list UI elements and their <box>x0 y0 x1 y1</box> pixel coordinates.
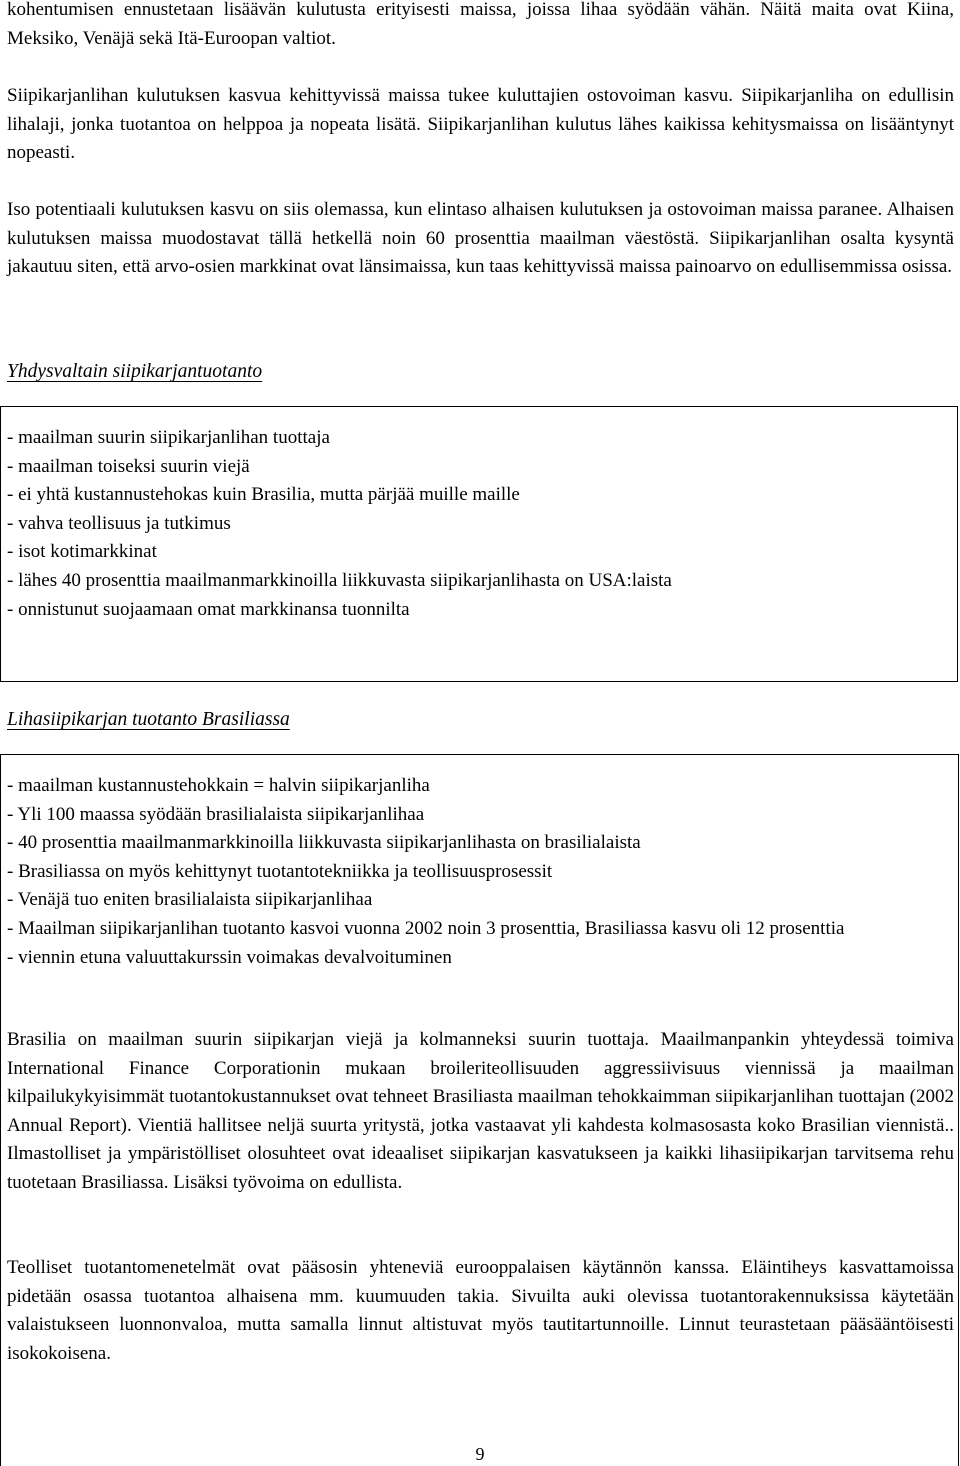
usa-facts-list <box>7 424 955 624</box>
section-heading-brazil: Lihasiipikarjan tuotanto Brasiliassa <box>7 709 290 730</box>
list-item: - Brasiliassa on myös kehittynyt tuotantotekniikka ja teollisuusprosessit <box>7 860 553 882</box>
body-paragraph: Iso potentiaali kulutuksen kasvu on siis olemassa, kun elintaso alhaisen kulutuksen ja ostovoiman maissa paranee. Alhaisen kulutuksen maissa muodostavat tällä hetkellä noin 60 prosenttia maailman väestöstä. Siipikarjanlihan osalta kysyntä jakautuu siten, että arvo-osien markkinat ovat länsimaissa, kun taas kehittyvissä maissa painoarvo on edullisemmissa osissa. <box>7 199 954 278</box>
body-paragraph: Teolliset tuotantomenetelmät ovat pääsosin yhteneviä eurooppalaisen käytännön kanssa. Eläintiheys kasvattamoissa pidetään osassa tuotantoa alhaisena mm. kuumuuden takia. Sivuilta auki olevissa tuotantorakennuksissa käytetään valaistukseen luonnonvaloa, mutta samalla linnut altistuvat myös tautitartunnoille. Linnut teurastetaan pääsääntöisesti isokokoisena. <box>7 1257 954 1364</box>
body-paragraph: Siipikarjanlihan kulutuksen kasvua kehittyvissä maissa tukee kuluttajien ostovoiman kasvu. Siipikarjanliha on edullisin lihalaji, jonka tuotantoa on helppoa ja nopeata lisätä. Siipikarjanlihan kulutus lähes kaikissa kehitysmaissa on lisääntynyt nopeasti. <box>7 85 954 164</box>
list-item: - 40 prosenttia maailmanmarkkinoilla liikkuvasta siipikarjanlihasta on brasilialaista <box>7 832 641 854</box>
body-paragraph: Brasilia on maailman suurin siipikarjan viejä ja kolmanneksi suurin tuottaja. Maailmanpankin yhteydessä toimiva International Finance Corporationin mukaan broileriteollisuuden aggressiivisuus viennissä ja maailman kilpailukykyisimmät tuotantokustannukset ovat tehneet Brasiliasta maailman tehokkaimman siipikarjanlihan tuottajan (2002 Annual Report). Vientiä hallitsee neljä suurta yritystä, jotka vastaavat yli kahdesta kolmasosasta koko Brasilian viennistä.. Ilmastolliset ja ympäristölliset olosuhteet ovat ideaaliset siipikarjan kasvatukseen ja kaikki lihasiipikarjan tarvitsema rehu tuotetaan Brasiliassa. Lisäksi työvoima on edullista. <box>7 1029 954 1193</box>
brazil-box-top-border <box>0 754 958 755</box>
list-item: - viennin etuna valuuttakurssin voimakas devalvoituminen <box>7 946 452 968</box>
list-item: - onnistunut suojaamaan omat markkinansa tuonnilta <box>7 598 410 620</box>
list-item: - isot kotimarkkinat <box>7 541 157 563</box>
brazil-facts-list <box>7 772 955 972</box>
list-item: - maailman kustannustehokkain = halvin siipikarjanliha <box>7 775 430 796</box>
page-number: 9 <box>475 1444 485 1464</box>
list-item: - Maailman siipikarjanlihan tuotanto kasvoi vuonna 2002 noin 3 prosenttia, Brasiliassa kasvu oli 12 prosenttia <box>7 917 845 939</box>
list-item: - lähes 40 prosenttia maailmanmarkkinoilla liikkuvasta siipikarjanlihasta on USA:laista <box>7 569 672 591</box>
list-item: - Venäjä tuo eniten brasilialaista siipikarjanlihaa <box>7 889 373 911</box>
body-paragraph: kohentumisen ennustetaan lisäävän kulutusta erityisesti maissa, joissa lihaa syödään vähän. Näitä maita ovat Kiina, Meksiko, Venäjä sekä Itä-Euroopan valtiot. <box>7 0 954 49</box>
brazil-box-right-border <box>958 754 959 1466</box>
list-item: - maailman suurin siipikarjanlihan tuottaja <box>7 427 330 448</box>
brazil-box-left-border <box>0 754 1 1466</box>
list-item: - Yli 100 maassa syödään brasilialaista siipikarjanlihaa <box>7 803 425 825</box>
list-item: - maailman toiseksi suurin viejä <box>7 455 250 477</box>
list-item: - vahva teollisuus ja tutkimus <box>7 512 231 534</box>
section-heading-usa: Yhdysvaltain siipikarjantuotanto <box>7 361 263 382</box>
list-item: - ei yhtä kustannustehokas kuin Brasilia, mutta pärjää muille maille <box>7 484 520 506</box>
